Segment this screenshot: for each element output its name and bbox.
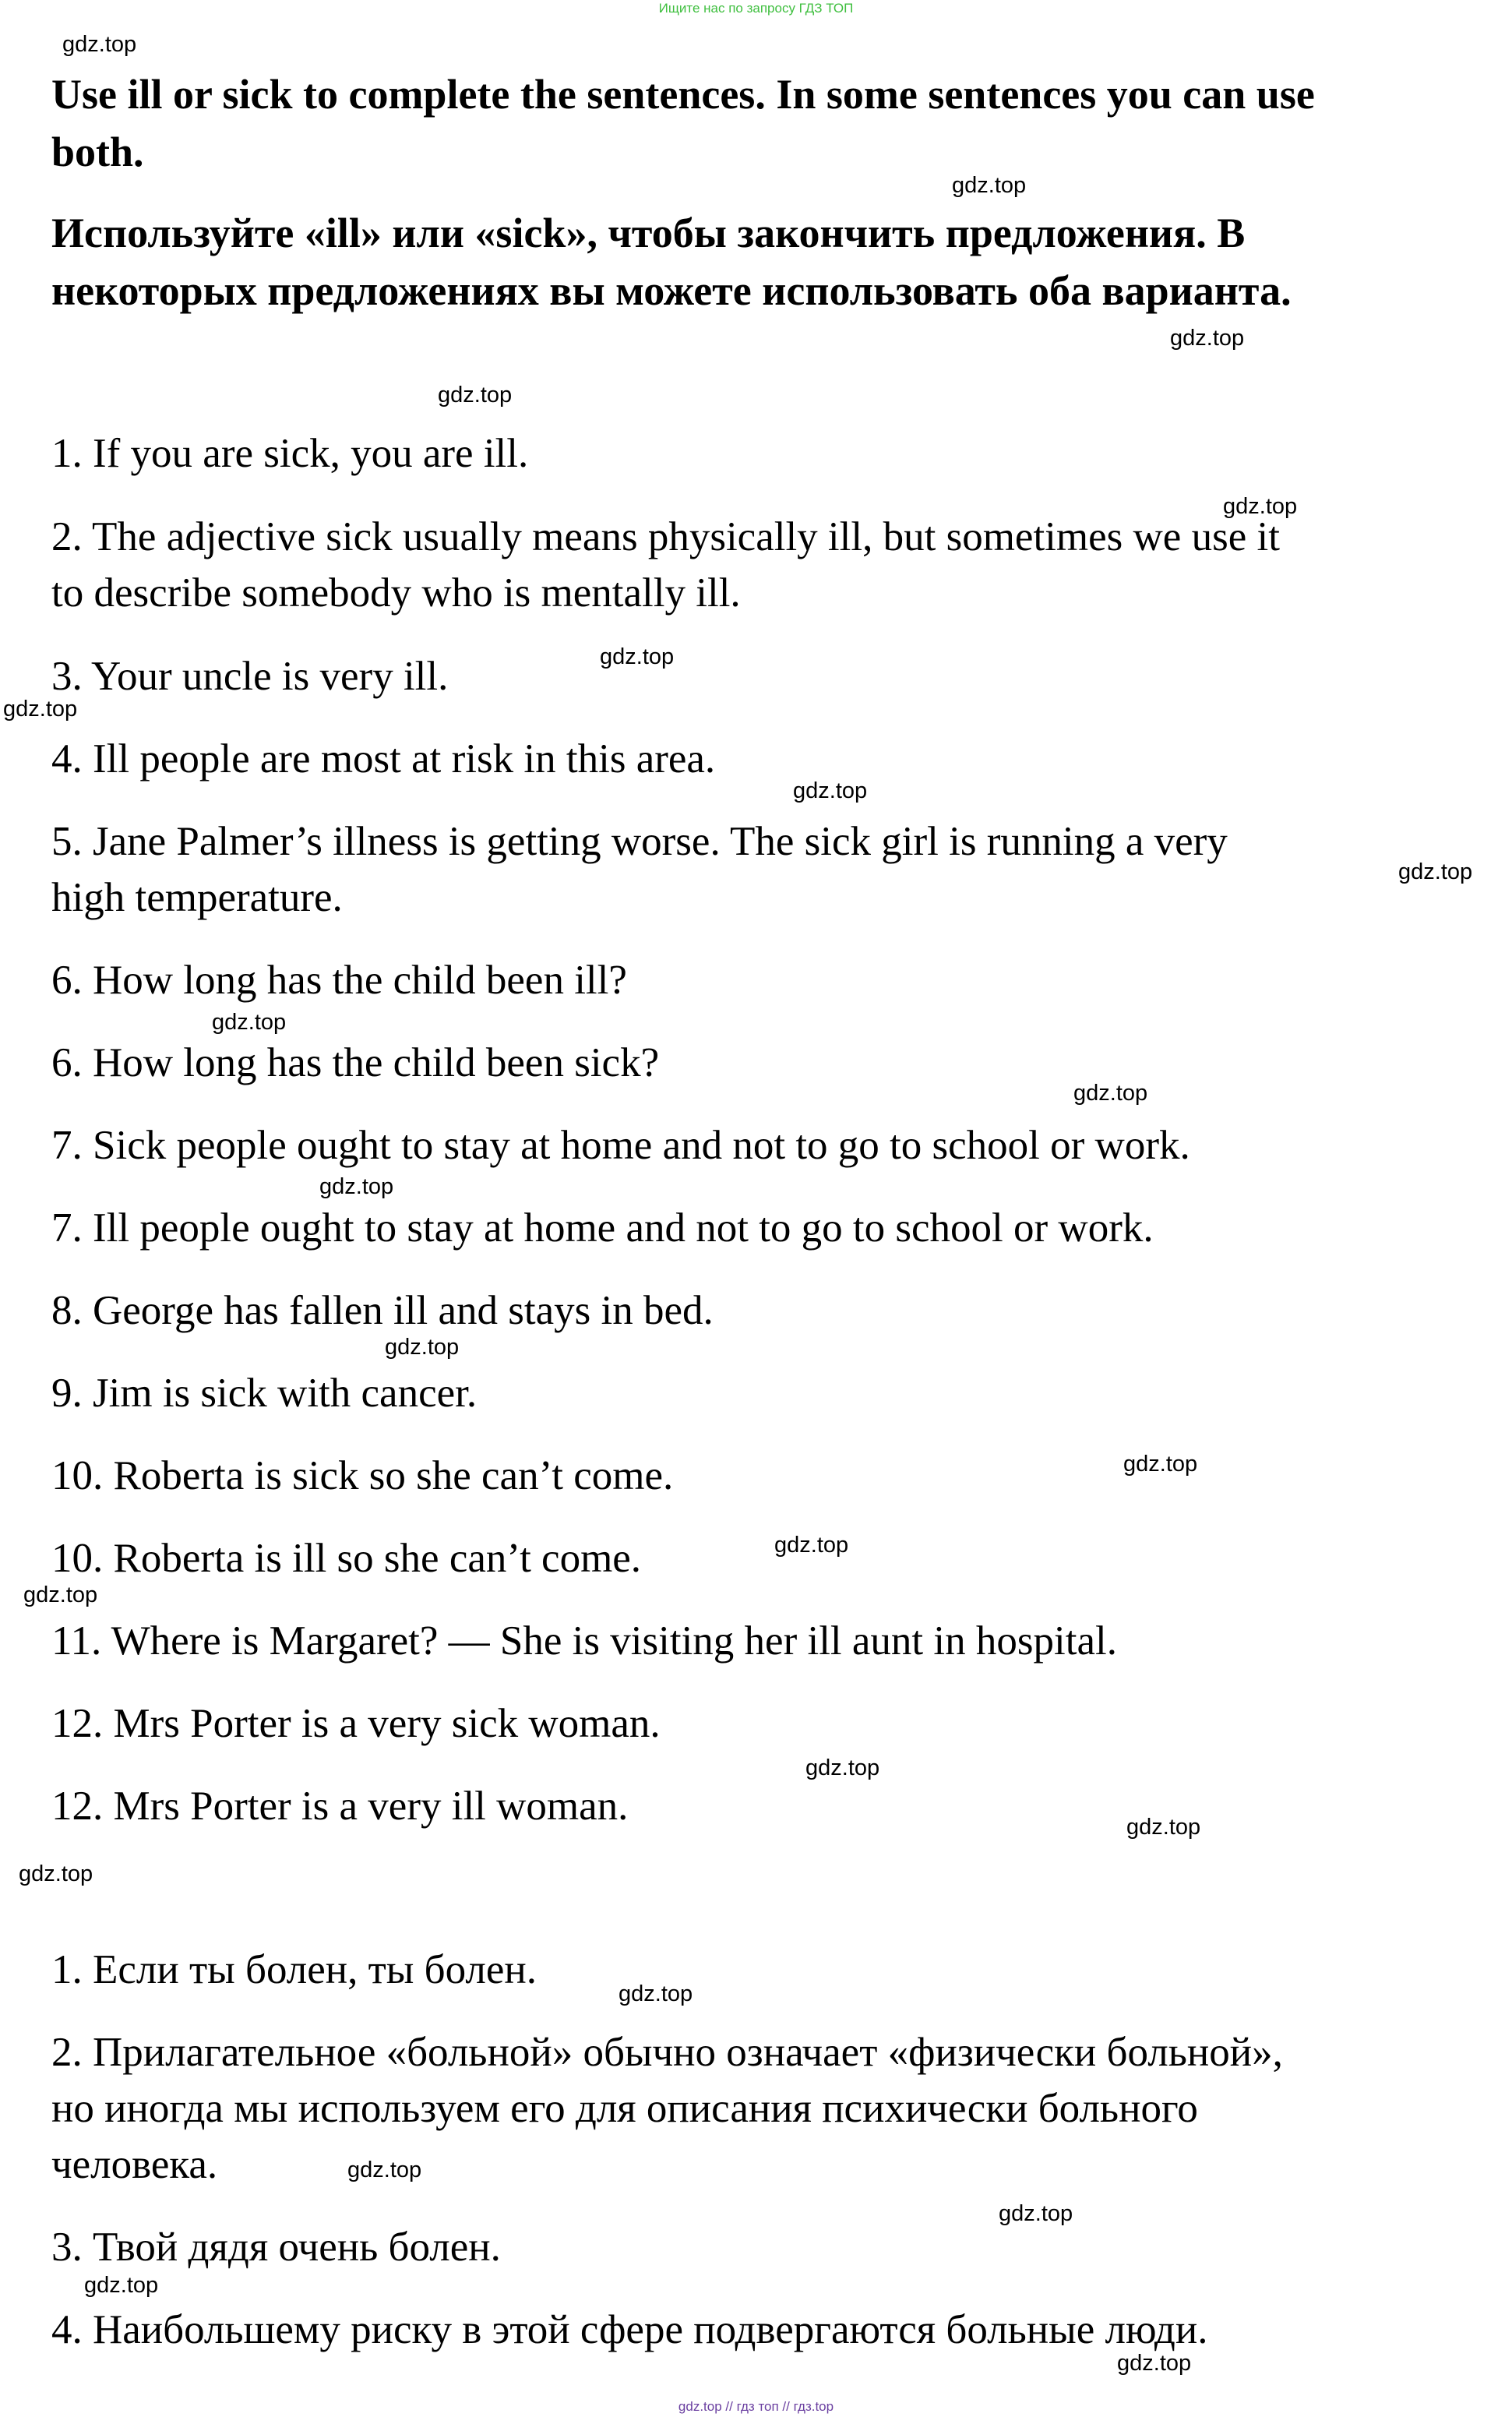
answer-line-en: 4. Ill people are most at risk in this area. (51, 736, 716, 782)
top-banner: Ищите нас по запросу ГДЗ ТОП (658, 1, 854, 16)
answer-line-en: 7. Sick people ought to stay at home and not to go to school or work. (51, 1123, 1190, 1168)
watermark: gdz.top (793, 778, 868, 803)
watermark: gdz.top (1123, 1452, 1198, 1477)
watermark: gdz.top (84, 2273, 159, 2298)
watermark: gdz.top (385, 1335, 460, 1360)
watermark: gdz.top (999, 2201, 1073, 2226)
answer-line-en: 11. Where is Margaret? — She is visiting her ill aunt in hospital. (51, 1618, 1117, 1664)
answer-line-en: 3. Your uncle is very ill. (51, 654, 449, 699)
watermark: gdz.top (3, 697, 78, 722)
watermark: gdz.top (1170, 326, 1245, 351)
title-en-line: both. (51, 129, 144, 175)
answer-line-en: 12. Mrs Porter is a very ill woman. (51, 1784, 629, 1829)
watermark: gdz.top (23, 1583, 98, 1607)
watermark: gdz.top (347, 2158, 422, 2182)
answer-line-ru: 3. Твой дядя очень болен. (51, 2225, 501, 2270)
title-ru-line: Используйте «ill» или «sick», чтобы закончить предложения. В (51, 210, 1246, 256)
answer-line-en: 2. The adjective sick usually means physically ill, but sometimes we use it (51, 514, 1280, 559)
title-en-line: Use ill or sick to complete the sentences. In some sentences you can use (51, 71, 1315, 118)
title-ru (51, 204, 1438, 319)
watermark: gdz.top (1126, 1815, 1201, 1840)
watermark: gdz.top (212, 1010, 287, 1035)
answer-line-en: 6. How long has the child been ill? (51, 958, 627, 1003)
answer-line-en: 6. How long has the child been sick? (51, 1040, 660, 1085)
answer-line-ru: человека. (51, 2142, 218, 2187)
answer-line-ru: 2. Прилагательное «больной» обычно означает «физически больной», (51, 2030, 1283, 2075)
watermark: gdz.top (600, 644, 675, 669)
answer-line-en: to describe somebody who is mentally ill. (51, 570, 741, 616)
watermark: gdz.top (619, 1981, 693, 2006)
footer-links[interactable]: gdz.top // гдз топ // гдз.top (678, 2399, 834, 2414)
watermark: gdz.top (19, 1861, 93, 1886)
watermark: gdz.top (1117, 2351, 1192, 2376)
watermark: gdz.top (774, 1533, 849, 1558)
answer-line-en: 9. Jim is sick with cancer. (51, 1371, 478, 1416)
watermark: gdz.top (1398, 859, 1473, 884)
watermark: gdz.top (952, 173, 1027, 198)
watermark: gdz.top (319, 1174, 394, 1199)
watermark: gdz.top (1223, 494, 1298, 519)
answer-line-en: 12. Mrs Porter is a very sick woman. (51, 1701, 661, 1746)
answer-line-ru: но иногда мы используем его для описания психически больного (51, 2086, 1198, 2131)
answer-line-en: 8. George has fallen ill and stays in bed. (51, 1288, 714, 1333)
answer-line-en: 10. Roberta is ill so she can’t come. (51, 1536, 642, 1581)
answer-line-en: high temperature. (51, 875, 343, 920)
title-ru-line: некоторых предложениях вы можете использовать оба варианта. (51, 267, 1292, 314)
answer-line-en: 1. If you are sick, you are ill. (51, 431, 529, 476)
answer-line-ru: 1. Если ты болен, ты болен. (51, 1947, 537, 1992)
watermark: gdz.top (62, 32, 137, 57)
watermark: gdz.top (1073, 1081, 1148, 1106)
watermark: gdz.top (438, 383, 513, 408)
answer-line-ru: 4. Наибольшему риску в этой сфере подвергаются больные люди. (51, 2307, 1208, 2352)
answer-line-en: 5. Jane Palmer’s illness is getting worse. The sick girl is running a very (51, 819, 1228, 864)
answer-line-en: 7. Ill people ought to stay at home and not to go to school or work. (51, 1205, 1154, 1251)
watermark: gdz.top (805, 1755, 880, 1780)
answer-line-en: 10. Roberta is sick so she can’t come. (51, 1453, 674, 1498)
title-en (51, 65, 1438, 181)
